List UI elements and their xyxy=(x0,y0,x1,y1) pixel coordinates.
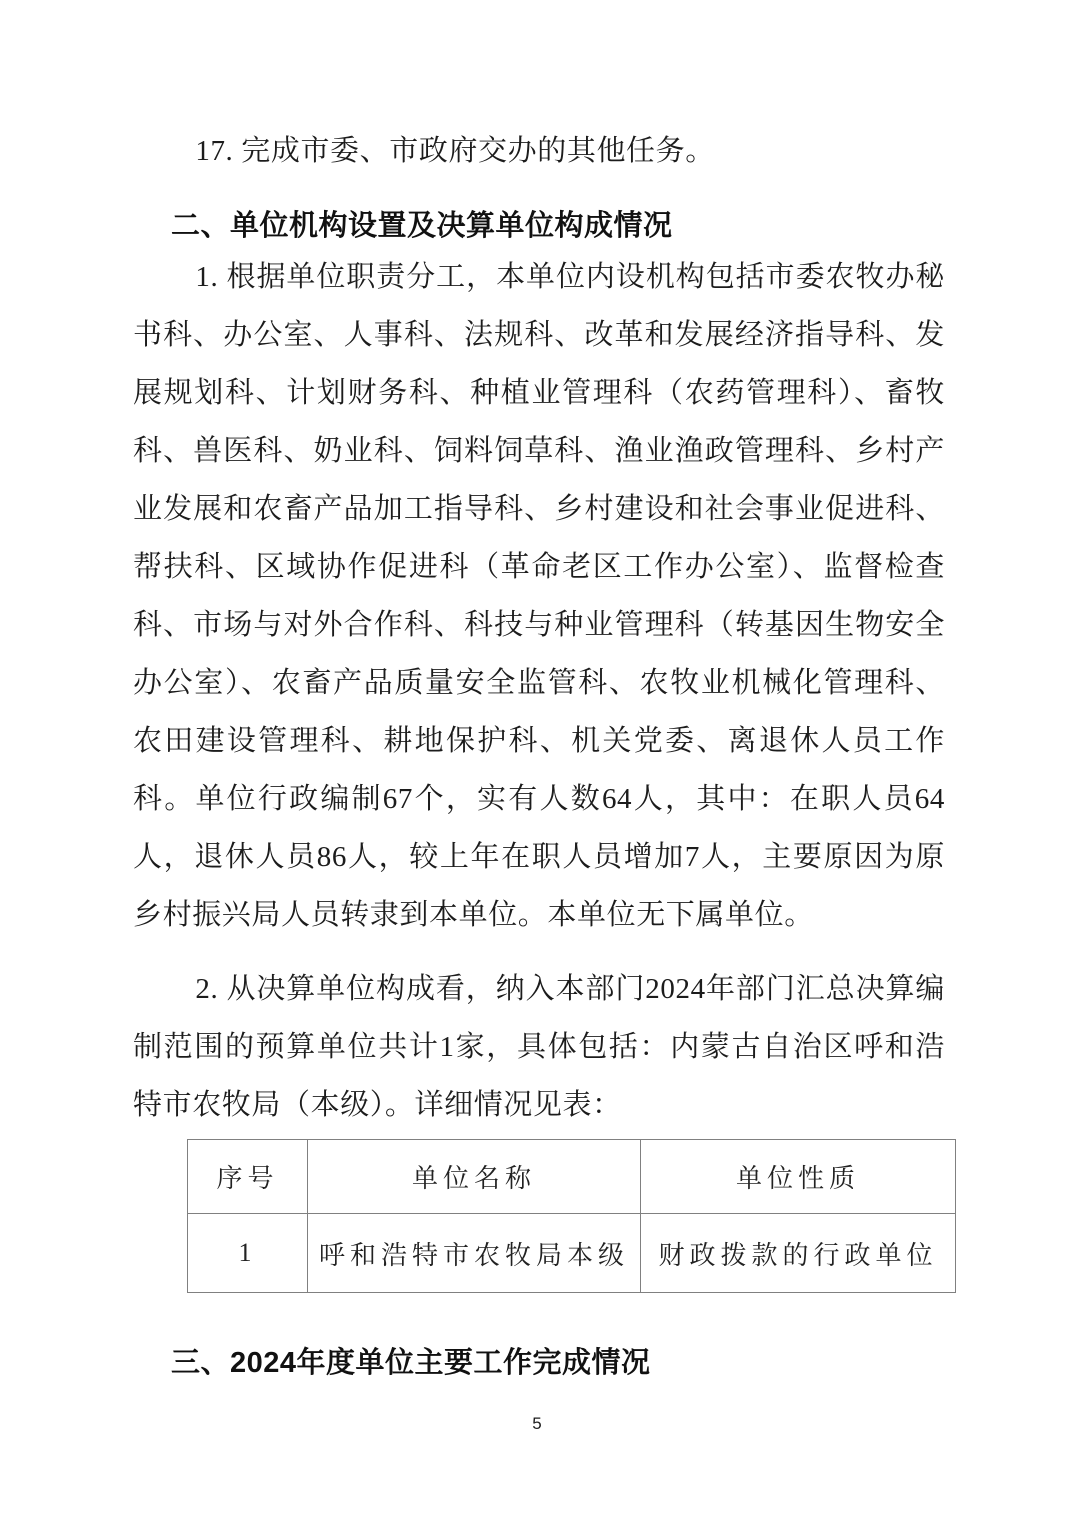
table-header-unit-type: 单位性质 xyxy=(641,1140,956,1214)
table-cell-index: 1 xyxy=(188,1214,308,1293)
table-row xyxy=(188,1214,956,1293)
paragraph-task-17: 17. 完成市委、市政府交办的其他任务。 xyxy=(195,135,715,167)
document-content xyxy=(133,122,945,1385)
table-header-row xyxy=(188,1140,956,1214)
table-cell-unit-type: 财政拨款的行政单位 xyxy=(641,1214,956,1293)
table-header-unit-name: 单位名称 xyxy=(308,1140,641,1214)
section-heading-org-setup: 二、单位机构设置及决算单位构成情况 xyxy=(171,210,673,242)
table-cell-unit-name: 呼和浩特市农牧局本级 xyxy=(308,1214,641,1293)
unit-composition-table xyxy=(187,1139,956,1293)
paragraph-budget-units: 2. 从决算单位构成看，纳入本部门2024年部门汇总决算编制范围的预算单位共计1家，具体包括：内蒙古自治区呼和浩特市农牧局（本级）。详细情况见表： xyxy=(133,973,945,1121)
paragraph-org-structure: 1. 根据单位职责分工，本单位内设机构包括市委农牧办秘书科、办公室、人事科、法规科、改革和发展经济指导科、发展规划科、计划财务科、种植业管理科（农药管理科）、畜牧科、兽医科、奶业科、饲料饲草科、渔业渔政管理科、乡村产业发展和农畜产品加工指导科、乡村建设和社会事业促进科、帮扶科、区域协作促进科（革命老区工作办公室）、监督检查科、市场与对外合作科、科技与种业管理科（转基因生物安全办公室）、农畜产品质量安全监管科、农牧业机械化管理科、农田建设管理科、耕地保护科、机关党委、离退休人员工作科。单位行政编制67个，实有人数64人，其中：在职人员64人，退休人员86人，较上年在职人员增加7人，主要原因为原乡村振兴局人员转隶到本单位。本单位无下属单位。 xyxy=(133,261,945,931)
page-number: 5 xyxy=(532,1414,542,1433)
section-heading-work-completion: 三、2024年度单位主要工作完成情况 xyxy=(171,1347,651,1379)
table-header-index: 序号 xyxy=(188,1140,308,1214)
